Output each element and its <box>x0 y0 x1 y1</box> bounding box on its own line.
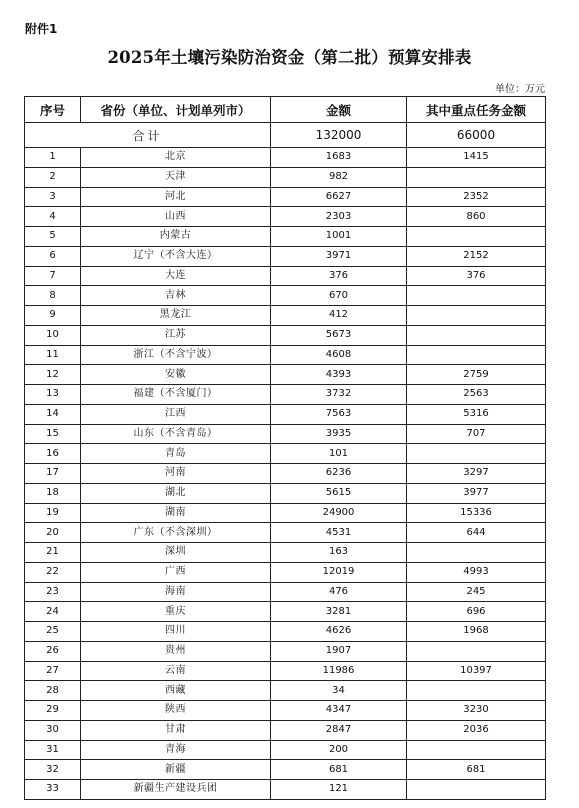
table-row <box>25 562 546 582</box>
table-row <box>25 720 546 740</box>
row-amount: 200 <box>271 740 407 760</box>
row-key-amount <box>407 167 546 187</box>
row-key-amount <box>407 227 546 247</box>
table-row <box>25 760 546 780</box>
row-amount: 1001 <box>271 227 407 247</box>
table-row <box>25 641 546 661</box>
row-province: 天津 <box>81 167 271 187</box>
row-province: 江苏 <box>81 325 271 345</box>
row-amount: 681 <box>271 760 407 780</box>
row-seq: 1 <box>25 148 81 168</box>
row-key-amount: 681 <box>407 760 546 780</box>
table-row <box>25 266 546 286</box>
unit-label: 单位：万元 <box>495 84 545 95</box>
table-row <box>25 424 546 444</box>
row-key-amount: 696 <box>407 602 546 622</box>
row-amount: 3732 <box>271 385 407 405</box>
row-key-amount <box>407 681 546 701</box>
row-seq: 6 <box>25 246 81 266</box>
row-province: 湖南 <box>81 503 271 523</box>
table-row <box>25 148 546 168</box>
row-key-amount <box>407 325 546 345</box>
document-title: 2025年土壤污染防治资金（第二批）预算安排表 <box>107 48 472 67</box>
row-key-amount: 376 <box>407 266 546 286</box>
row-key-amount: 707 <box>407 424 546 444</box>
table-row <box>25 622 546 642</box>
table-row <box>25 325 546 345</box>
table-row <box>25 483 546 503</box>
header-province: 省份（单位、计划单列市） <box>81 97 271 123</box>
row-key-amount: 2352 <box>407 187 546 207</box>
row-province: 新疆生产建设兵团 <box>81 780 271 800</box>
row-province: 陕西 <box>81 701 271 721</box>
row-province: 重庆 <box>81 602 271 622</box>
row-key-amount: 644 <box>407 523 546 543</box>
row-key-amount: 10397 <box>407 661 546 681</box>
table-row <box>25 187 546 207</box>
row-key-amount <box>407 641 546 661</box>
row-province: 黑龙江 <box>81 306 271 326</box>
row-amount: 101 <box>271 444 407 464</box>
table-row <box>25 523 546 543</box>
row-amount: 4347 <box>271 701 407 721</box>
row-amount: 11986 <box>271 661 407 681</box>
row-amount: 163 <box>271 543 407 563</box>
row-province: 吉林 <box>81 286 271 306</box>
row-seq: 5 <box>25 227 81 247</box>
row-key-amount: 3297 <box>407 464 546 484</box>
table-row <box>25 780 546 800</box>
row-seq: 32 <box>25 760 81 780</box>
row-amount: 3281 <box>271 602 407 622</box>
row-seq: 25 <box>25 622 81 642</box>
row-seq: 13 <box>25 385 81 405</box>
row-key-amount: 15336 <box>407 503 546 523</box>
row-province: 海南 <box>81 582 271 602</box>
row-seq: 3 <box>25 187 81 207</box>
row-seq: 2 <box>25 167 81 187</box>
row-province: 西藏 <box>81 681 271 701</box>
row-province: 内蒙古 <box>81 227 271 247</box>
row-seq: 28 <box>25 681 81 701</box>
row-seq: 33 <box>25 780 81 800</box>
row-amount: 3935 <box>271 424 407 444</box>
total-label: 合计 <box>25 123 271 148</box>
row-amount: 4626 <box>271 622 407 642</box>
table-row <box>25 167 546 187</box>
row-province: 北京 <box>81 148 271 168</box>
header-key-amount: 其中重点任务金额 <box>407 97 546 123</box>
row-seq: 27 <box>25 661 81 681</box>
row-seq: 20 <box>25 523 81 543</box>
row-key-amount: 5316 <box>407 404 546 424</box>
row-seq: 14 <box>25 404 81 424</box>
total-row <box>25 123 546 148</box>
table-row <box>25 602 546 622</box>
row-seq: 15 <box>25 424 81 444</box>
row-seq: 31 <box>25 740 81 760</box>
row-province: 江西 <box>81 404 271 424</box>
row-key-amount: 3230 <box>407 701 546 721</box>
row-amount: 121 <box>271 780 407 800</box>
row-province: 河北 <box>81 187 271 207</box>
row-seq: 4 <box>25 207 81 227</box>
row-province: 湖北 <box>81 483 271 503</box>
table-header-row <box>25 97 546 123</box>
row-amount: 7563 <box>271 404 407 424</box>
row-amount: 24900 <box>271 503 407 523</box>
row-amount: 1907 <box>271 641 407 661</box>
row-seq: 19 <box>25 503 81 523</box>
row-seq: 7 <box>25 266 81 286</box>
row-amount: 376 <box>271 266 407 286</box>
row-key-amount: 2152 <box>407 246 546 266</box>
table-row <box>25 701 546 721</box>
row-seq: 30 <box>25 720 81 740</box>
row-province: 山西 <box>81 207 271 227</box>
table-row <box>25 661 546 681</box>
table-row <box>25 227 546 247</box>
total-key-amount: 66000 <box>407 123 546 148</box>
row-province: 河南 <box>81 464 271 484</box>
row-seq: 16 <box>25 444 81 464</box>
row-key-amount <box>407 306 546 326</box>
row-amount: 4393 <box>271 365 407 385</box>
row-seq: 8 <box>25 286 81 306</box>
row-province: 新疆 <box>81 760 271 780</box>
row-amount: 4608 <box>271 345 407 365</box>
row-seq: 24 <box>25 602 81 622</box>
table-row <box>25 207 546 227</box>
table-row <box>25 582 546 602</box>
row-amount: 5673 <box>271 325 407 345</box>
row-amount: 6627 <box>271 187 407 207</box>
row-key-amount <box>407 286 546 306</box>
row-key-amount: 4993 <box>407 562 546 582</box>
row-amount: 670 <box>271 286 407 306</box>
row-seq: 22 <box>25 562 81 582</box>
row-province: 甘肃 <box>81 720 271 740</box>
row-key-amount <box>407 740 546 760</box>
row-province: 贵州 <box>81 641 271 661</box>
row-province: 青海 <box>81 740 271 760</box>
row-amount: 5615 <box>271 483 407 503</box>
row-amount: 12019 <box>271 562 407 582</box>
total-amount: 132000 <box>271 123 407 148</box>
table-row <box>25 365 546 385</box>
header-amount: 金额 <box>271 97 407 123</box>
row-seq: 12 <box>25 365 81 385</box>
row-key-amount: 2036 <box>407 720 546 740</box>
table-row <box>25 681 546 701</box>
row-seq: 23 <box>25 582 81 602</box>
row-key-amount: 1415 <box>407 148 546 168</box>
table-row <box>25 345 546 365</box>
table-row <box>25 404 546 424</box>
row-amount: 982 <box>271 167 407 187</box>
table-row <box>25 740 546 760</box>
row-province: 浙江（不含宁波） <box>81 345 271 365</box>
row-key-amount: 2563 <box>407 385 546 405</box>
row-amount: 3971 <box>271 246 407 266</box>
table-row <box>25 385 546 405</box>
table-row <box>25 306 546 326</box>
row-key-amount <box>407 780 546 800</box>
row-key-amount: 1968 <box>407 622 546 642</box>
table-row <box>25 464 546 484</box>
row-amount: 2303 <box>271 207 407 227</box>
row-province: 广西 <box>81 562 271 582</box>
budget-table <box>24 96 546 800</box>
row-key-amount: 2759 <box>407 365 546 385</box>
row-key-amount: 245 <box>407 582 546 602</box>
table-row <box>25 543 546 563</box>
table-row <box>25 246 546 266</box>
row-key-amount <box>407 345 546 365</box>
row-amount: 412 <box>271 306 407 326</box>
row-province: 山东（不含青岛） <box>81 424 271 444</box>
attachment-label: 附件1 <box>25 22 58 36</box>
row-amount: 34 <box>271 681 407 701</box>
row-province: 福建（不含厦门） <box>81 385 271 405</box>
row-seq: 17 <box>25 464 81 484</box>
row-key-amount: 860 <box>407 207 546 227</box>
table-row <box>25 444 546 464</box>
row-seq: 11 <box>25 345 81 365</box>
row-province: 青岛 <box>81 444 271 464</box>
row-key-amount: 3977 <box>407 483 546 503</box>
row-province: 四川 <box>81 622 271 642</box>
row-province: 广东（不含深圳） <box>81 523 271 543</box>
row-key-amount <box>407 444 546 464</box>
row-amount: 2847 <box>271 720 407 740</box>
row-key-amount <box>407 543 546 563</box>
row-province: 安徽 <box>81 365 271 385</box>
row-seq: 10 <box>25 325 81 345</box>
row-province: 大连 <box>81 266 271 286</box>
row-province: 云南 <box>81 661 271 681</box>
row-seq: 21 <box>25 543 81 563</box>
table-row <box>25 503 546 523</box>
row-amount: 1683 <box>271 148 407 168</box>
row-seq: 18 <box>25 483 81 503</box>
row-province: 辽宁（不含大连） <box>81 246 271 266</box>
table-row <box>25 286 546 306</box>
row-seq: 26 <box>25 641 81 661</box>
row-amount: 476 <box>271 582 407 602</box>
row-seq: 9 <box>25 306 81 326</box>
row-seq: 29 <box>25 701 81 721</box>
row-amount: 4531 <box>271 523 407 543</box>
header-seq: 序号 <box>25 97 81 123</box>
row-amount: 6236 <box>271 464 407 484</box>
row-province: 深圳 <box>81 543 271 563</box>
